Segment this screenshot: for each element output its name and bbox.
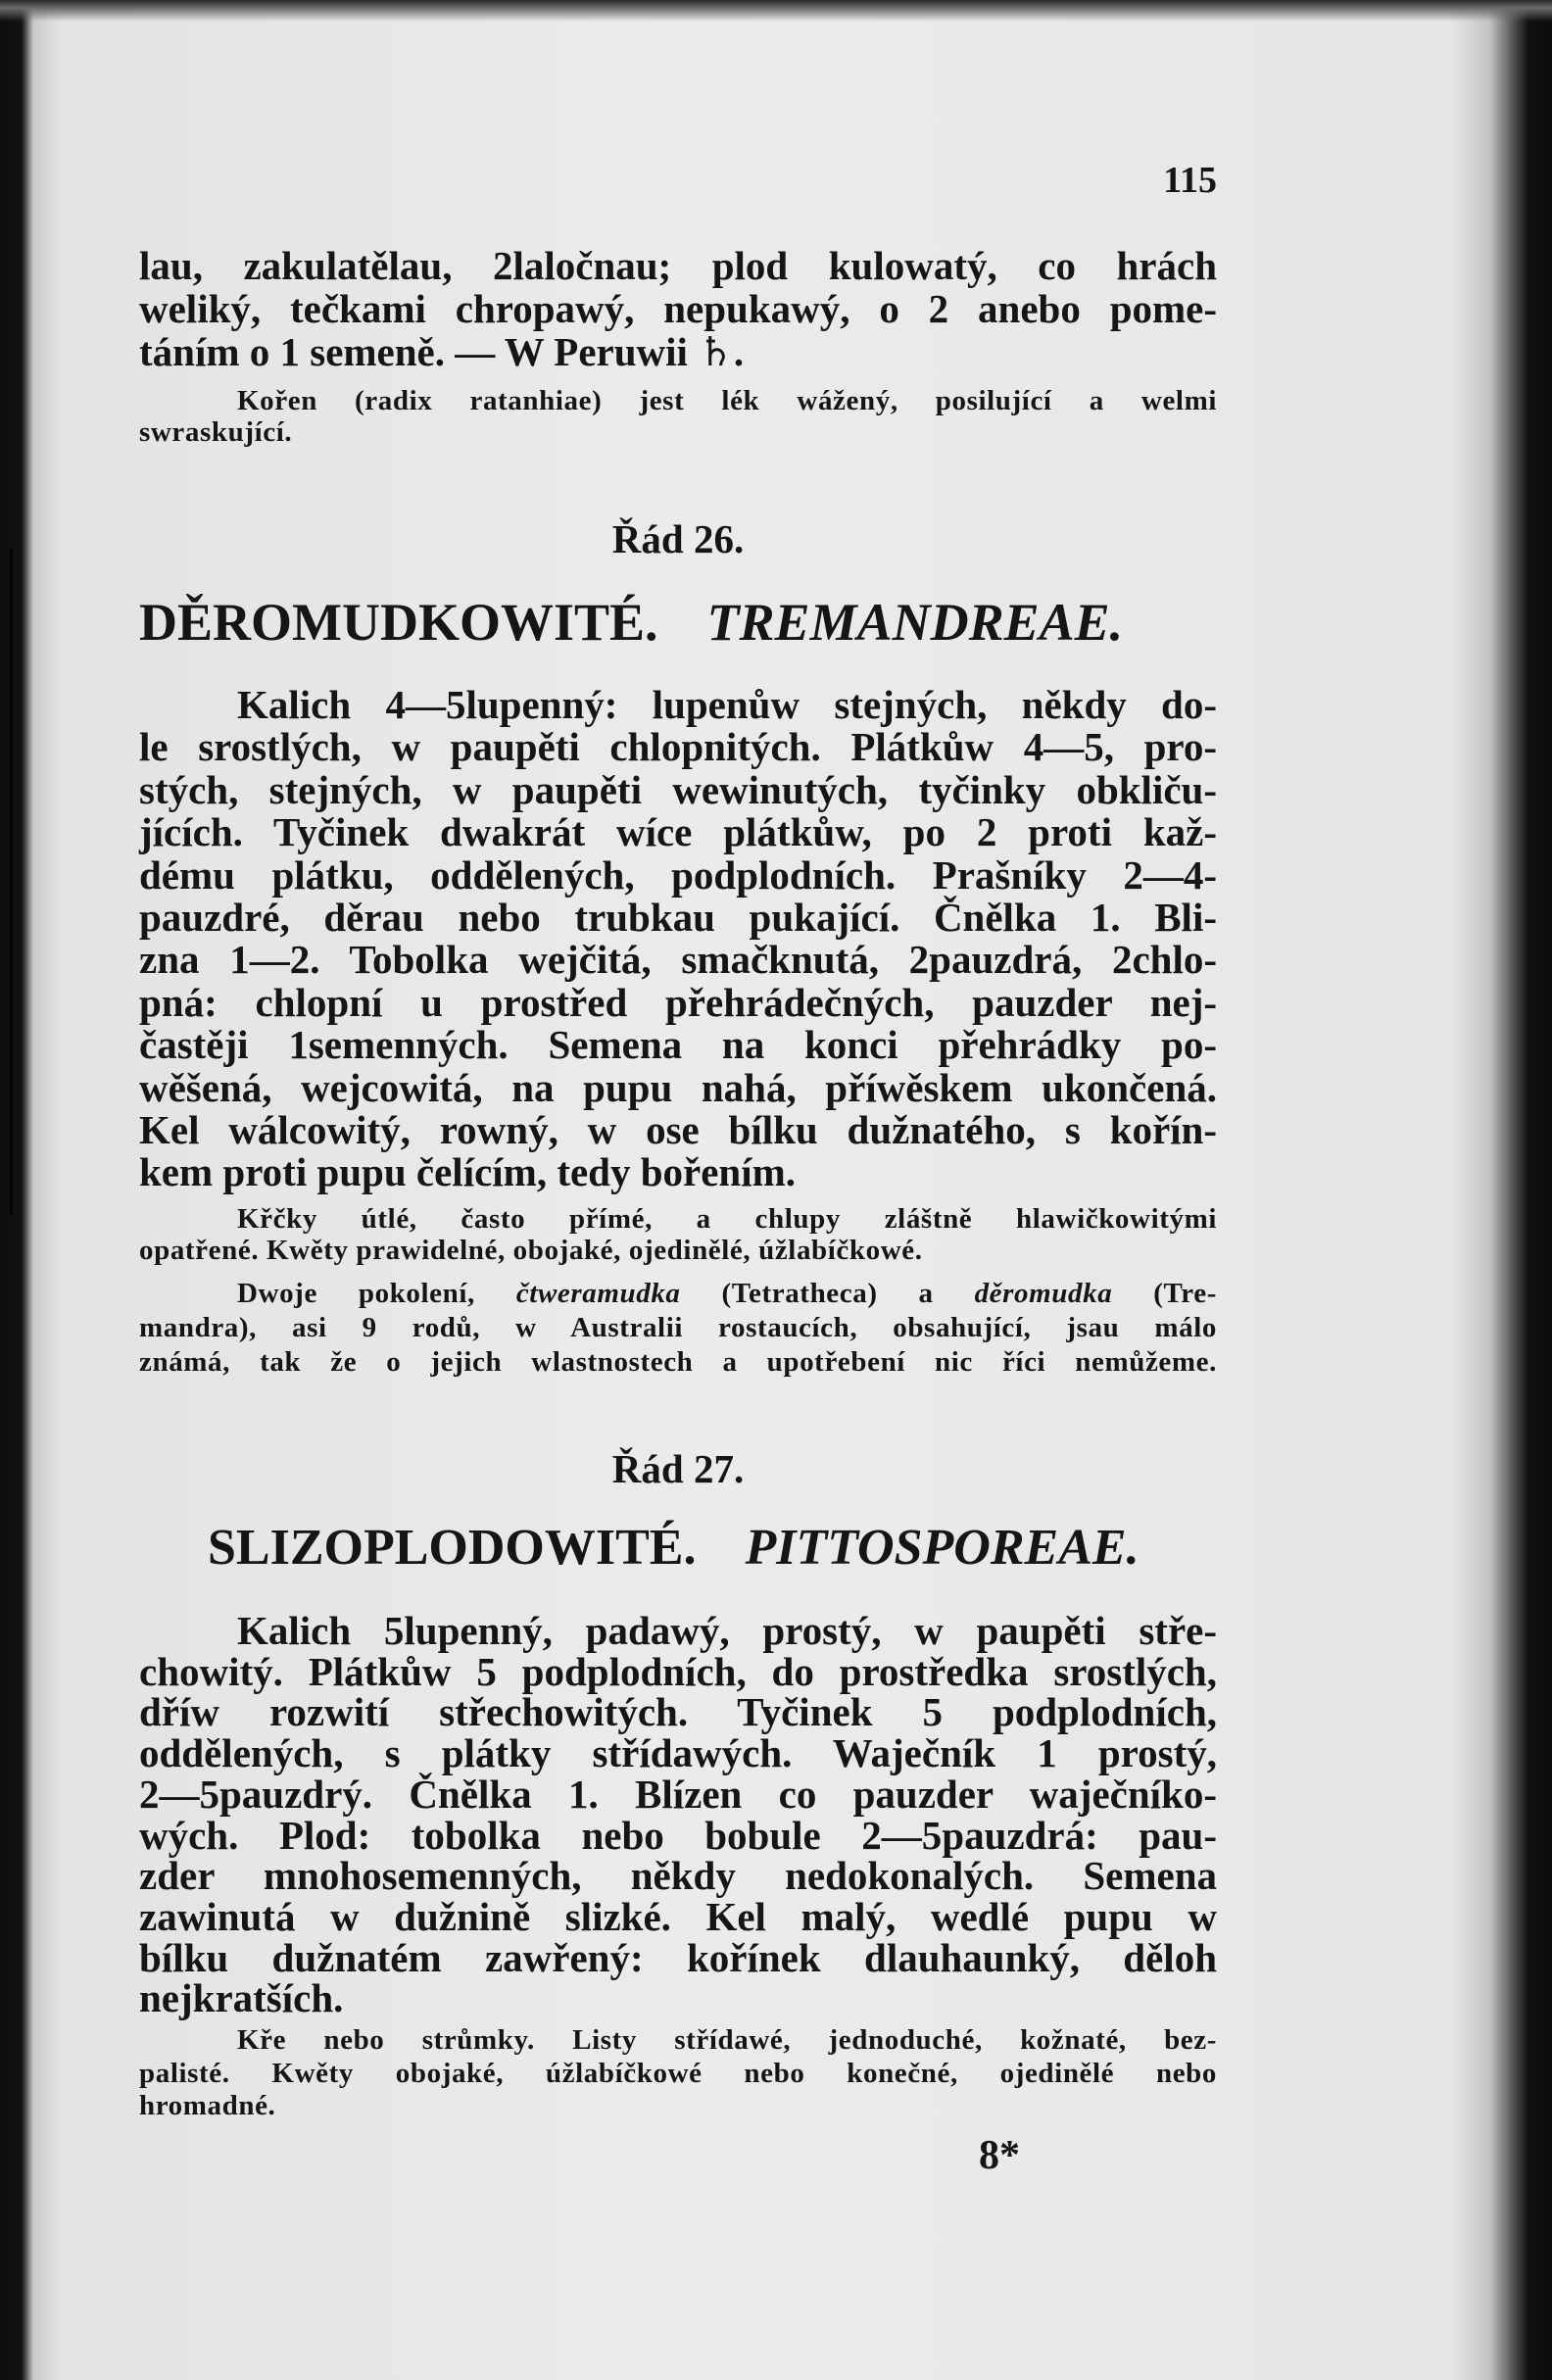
text-line: častěji 1semenných. Semena na konci přehrádky po- bbox=[139, 1022, 1217, 1068]
text-line: zawinutá w dužnině slizké. Kel malý, wedlé pupu w bbox=[139, 1893, 1217, 1939]
text-line: 2—5pauzdrý. Čnělka 1. Blízen co pauzder waječníko- bbox=[139, 1771, 1217, 1817]
order-note bbox=[139, 1203, 1217, 1266]
text-line: Křčky útlé, často přímé, a chlupy zláštně hlawičkowitými bbox=[237, 1203, 1217, 1235]
text-line: swraskující. bbox=[139, 416, 293, 448]
order-label: Řád 26. bbox=[611, 516, 745, 561]
text-line: Kře nebo strůmky. Listy střídawé, jednoduché, kožnaté, bez- bbox=[237, 2024, 1217, 2056]
text-line: stých, stejných, w paupěti wewinutých, tyčinky obkliču- bbox=[139, 766, 1217, 812]
continuation-note bbox=[139, 385, 1217, 448]
text-line: kem proti pupu čelícím, tedy bořením. bbox=[139, 1149, 797, 1195]
text-segment: (Tetratheca) a bbox=[721, 1278, 934, 1309]
text-line: dému plátku, oddělených, podplodních. Prašníky 2—4- bbox=[139, 851, 1217, 898]
text-line: wěšená, wejcowitá, na pupu nahá, příwěskem ukončená. bbox=[139, 1064, 1217, 1110]
order-name-czech: SLIZOPLODOWITÉ. bbox=[208, 1520, 697, 1576]
text-line: Kalich 5lupenný, padawý, prostý, w paupěti stře- bbox=[237, 1608, 1217, 1653]
order-name-czech: DĚROMUDKOWITÉ. bbox=[139, 593, 658, 652]
text-line: Kel wálcowitý, rowný, w ose bílku dužnatého, s kořín- bbox=[139, 1107, 1217, 1153]
text-line: bílku dužnatém zawřený: kořínek dlauhaunký, děloh bbox=[139, 1934, 1217, 1980]
text-line: známá, tak že o jejich wlastnostech a upotřebení nic říci nemůžeme. bbox=[139, 1346, 1217, 1378]
page-number: 115 bbox=[1163, 160, 1217, 201]
text-line: Kalich 4—5lupenný: lupenůw stejných, někdy do- bbox=[237, 682, 1217, 727]
scan-left-edge-mark bbox=[10, 549, 13, 1215]
order-note bbox=[139, 2024, 1217, 2123]
text-line: táním o 1 semeně. — W Peruwii ♄. bbox=[139, 329, 745, 374]
text-line: lau, zakulatělau, 2laločnau; plod kulowatý, co hrách bbox=[139, 243, 1217, 288]
text-line: jících. Tyčinek dwakrát wíce plátkůw, po 2 proti kaž- bbox=[139, 809, 1217, 855]
scan-top-edge bbox=[0, 0, 1552, 22]
text-line: dříw rozwití střechowitých. Tyčinek 5 podplodních, bbox=[139, 1689, 1217, 1735]
text-line: oddělených, s plátky střídawých. Waječník 1 prostý, bbox=[139, 1730, 1217, 1776]
text-line: mandra), asi 9 rodů, w Australii rostaucích, obsahující, jsau málo bbox=[139, 1312, 1217, 1343]
text-segment: Dwoje pokolení, bbox=[237, 1278, 475, 1309]
text-line: chowitý. Plátkůw 5 podplodních, do prostředka srostlých, bbox=[139, 1648, 1217, 1694]
genus-name: čtweramudka bbox=[515, 1278, 681, 1309]
order-label: Řád 27. bbox=[611, 1446, 745, 1491]
signature-mark: 8* bbox=[979, 2133, 1020, 2178]
text-line: Kořen (radix ratanhiae) jest lék wážený, posilující a welmi bbox=[237, 385, 1217, 416]
text-line bbox=[139, 1277, 1217, 1311]
text-line: weliký, tečkami chropawý, nepukawý, o 2 anebo pome- bbox=[139, 286, 1217, 331]
text-line: hromadné. bbox=[139, 2090, 276, 2121]
order-description bbox=[139, 1608, 1217, 2021]
text-line: zna 1—2. Tobolka wejčitá, smačknutá, 2pauzdrá, 2chlo- bbox=[139, 937, 1217, 983]
text-line: le srostlých, w paupěti chlopnitých. Plátkůw 4—5, pro- bbox=[139, 724, 1217, 770]
text-line: wých. Plod: tobolka nebo bobule 2—5pauzdrá: pau- bbox=[139, 1812, 1217, 1858]
order-description bbox=[139, 684, 1217, 1194]
continuation-paragraph bbox=[139, 244, 1217, 373]
text-line: pauzdré, děrau nebo trubkau pukající. Čnělka 1. Bli- bbox=[139, 895, 1217, 941]
text-line: nejkratších. bbox=[139, 1975, 344, 2021]
genus-name: děromudka bbox=[974, 1278, 1113, 1309]
text-line: pná: chlopní u prostřed přehrádečných, pauzder nej- bbox=[139, 979, 1217, 1025]
order-name-latin: TREMANDREAE. bbox=[706, 593, 1124, 652]
text-line: palisté. Kwěty obojaké, úžlabíčkowé nebo konečné, ojedinělé nebo bbox=[139, 2057, 1217, 2089]
text-segment: (Tre- bbox=[1153, 1278, 1217, 1309]
order-note bbox=[139, 1277, 1217, 1380]
order-heading bbox=[208, 1517, 1140, 1579]
order-name-latin: PITTOSPOREAE. bbox=[745, 1520, 1140, 1576]
text-line: zder mnohosemenných, někdy nedokonalých. Semena bbox=[139, 1853, 1217, 1899]
order-heading bbox=[139, 591, 1123, 654]
text-line: opatřené. Kwěty prawidelné, obojaké, ojedinělé, úžlabíčkowé. bbox=[139, 1235, 923, 1266]
